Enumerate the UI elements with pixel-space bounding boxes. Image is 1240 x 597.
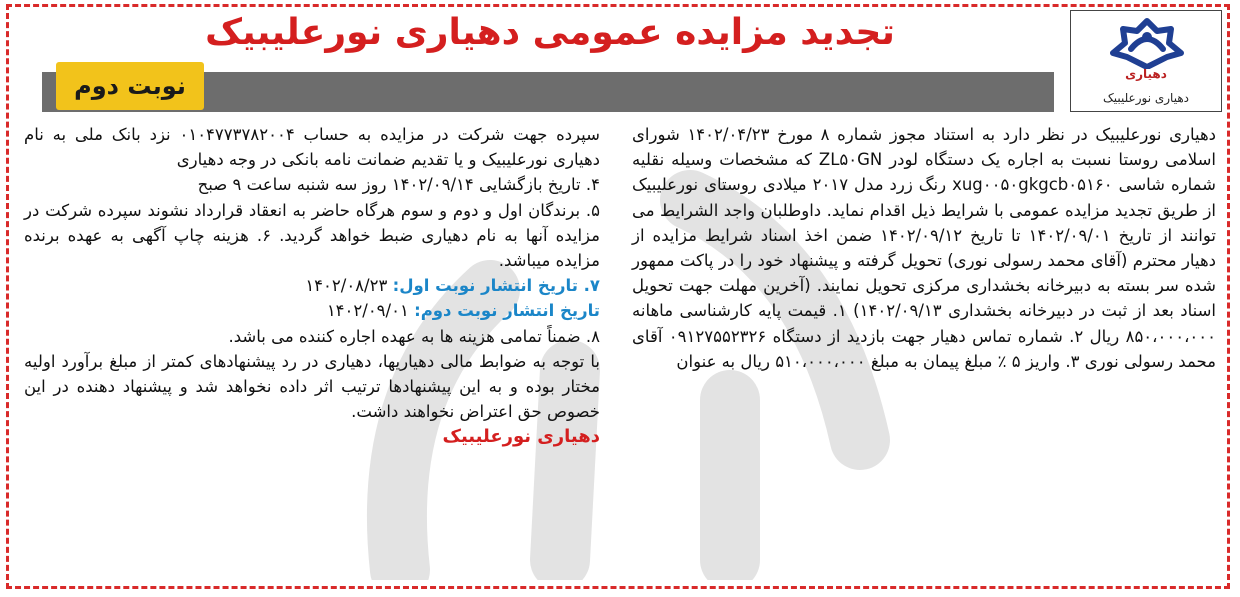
village-logo <box>1070 10 1222 112</box>
publish-second-date: ۱۴۰۲/۰۹/۰۱ <box>326 301 409 321</box>
signature: دهیاری نورعلیبیک <box>442 426 600 448</box>
left-column <box>24 122 600 450</box>
publish-second <box>24 298 600 323</box>
logo-caption: دهیاری نورعلیبیک <box>1102 91 1190 105</box>
note-paragraph: با توجه به ضوابط مالی دهیاریها، دهیاری در رد پیشنهادهای کمتر از مبلغ برآورد اولیه مختار بوده و به این پیشنهادها ترتیب اثر داده نخواهد شد و پیشنهاد دهنده در این خصوص حق اعتراض نخواهند داشت. <box>24 351 600 422</box>
ad-title: تجدید مزایده عمومی دهیاری نورعلیبیک <box>205 12 895 53</box>
right-column <box>632 122 1216 374</box>
item-opening-date: ۴. تاریخ بازگشایی ۱۴۰۲/۰۹/۱۴ روز سه شنبه ساعت ۹ صبح <box>197 175 600 195</box>
deposit-paragraph: سپرده جهت شرکت در مزایده به حساب ۰۱۰۴۷۷۳۷۸۲۰۰۴ نزد بانک ملی به نام دهیاری نورعلیبیک و یا تقدیم ضمانت نامه بانکی در وجه دهیاری <box>24 125 600 170</box>
publish-first-date: ۱۴۰۲/۰۸/۲۳ <box>305 276 388 296</box>
publish-first <box>24 273 600 298</box>
publish-first-label: ۷. تاریخ انتشار نوبت اول: <box>392 276 600 296</box>
emblem-icon <box>1107 17 1187 69</box>
item-costs: ۸. ضمناً تمامی هزینه ها به عهده اجاره کننده می باشد. <box>228 326 600 346</box>
logo-lettering: دهیاری <box>1125 67 1167 81</box>
right-column-text: دهیاری نورعلیبیک در نظر دارد به استناد مجوز شماره ۸ مورخ ۱۴۰۲/۰۴/۲۳ شورای اسلامی روستا نسبت به اجاره یک دستگاه لودر ZL۵۰GN که مشخصات وسیله نقلیه شماره شاسی xug۰۰۵۰gkgcb۰۵۱۶۰ رنگ زرد مدل ۲۰۱۷ میلادی روستای نورعلیبیک از طریق تجدید مزایده عمومی با شرایط ذیل اقدام نماید. داوطلبان واجد الشرایط می توانند از تاریخ ۱۴۰۲/۰۹/۰۱ تا تاریخ ۱۴۰۲/۰۹/۱۲ ضمن اخذ اسناد شرایط مزایده از دهیار محترم (آقای محمد رسولی نوری) تحویل گرفته و پیشنهاد خود را در پاکت ممهور شده سر بسته به دبیرخانه بخشداری مرکزی تحویل نمایند. (آخرین مهلت جهت تحویل اسناد بعد از ثبت در دبیرخانه بخشداری ۱۴۰۲/۰۹/۱۳) ۱. قیمت پایه کارشناسی ماهانه ۸۵۰،۰۰۰،۰۰۰ ریال ۲. شماره تماس دهیار جهت بازدید از دستگاه ۰۹۱۲۷۵۵۲۳۲۶ آقای محمد رسولی نوری ۳. واریز ۵ ٪ مبلغ پیمان به مبلغ ۵۱۰،۰۰۰،۰۰۰ ریال به عنوان <box>632 125 1217 371</box>
round-badge: نوبت دوم <box>56 62 204 110</box>
item-winners: ۵. برندگان اول و دوم و سوم هرگاه حاضر به انعقاد قرارداد نشوند سپرده شرکت در مزایده آنها به نام دهیاری ضبط خواهد گردید. ۶. هزینه چاپ آگهی به عهده برنده مزایده میباشد. <box>24 200 601 271</box>
publish-second-label: تاریخ انتشار نوبت دوم: <box>414 301 600 321</box>
